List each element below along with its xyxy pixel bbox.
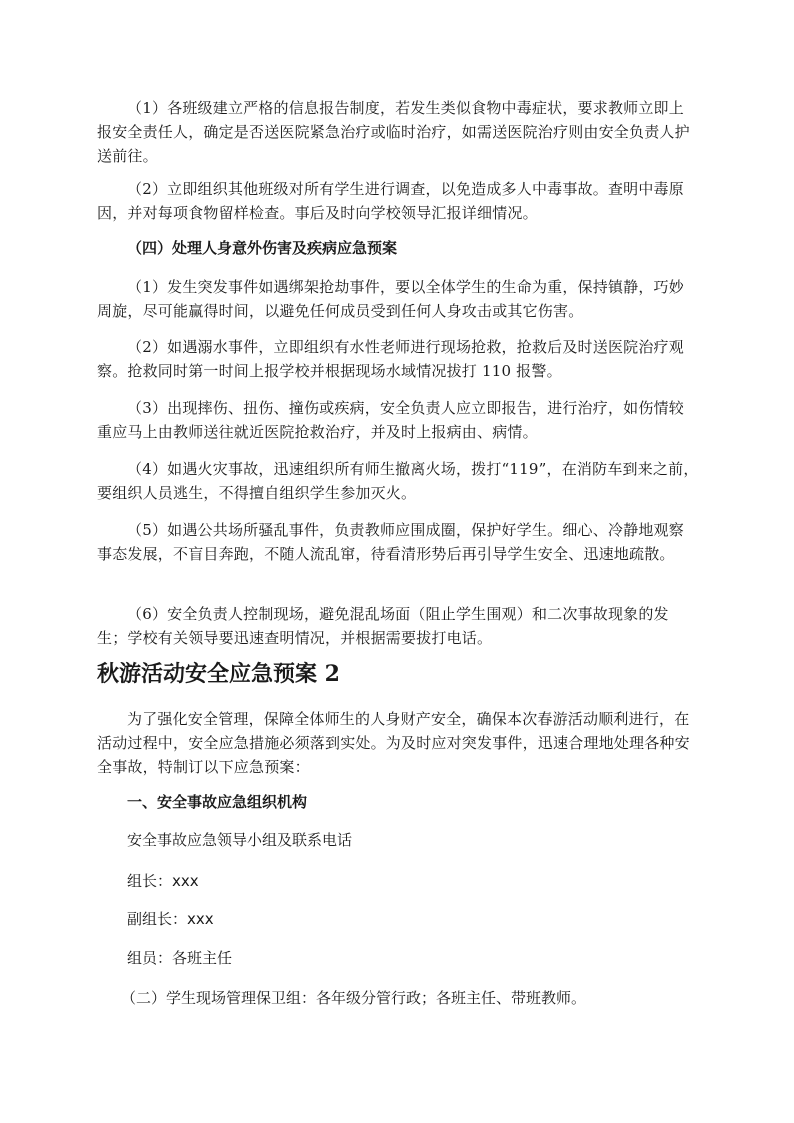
list-item: （1）发生突发事件如遇绑架抢劫事件，要以全体学生的生命为重，保持镇静，巧妙周旋，尽可能赢得时间，以避免任何成员受到任何人身攻击或其它伤害。 bbox=[97, 278, 684, 320]
org-line: 组员：各班主任 bbox=[127, 949, 233, 967]
org-line: （二）学生现场管理保卫组：各年级分管行政；各班主任、带班教师。 bbox=[121, 989, 587, 1007]
paragraph: （1）各班级建立严格的信息报告制度，若发生类似食物中毒症状，要求教师立即上报安全责任人，确定是否送医院紧急治疗或临时治疗，如需送医院治疗则由安全负责人护送前往。 bbox=[97, 99, 690, 165]
list-item: （3）出现摔伤、扭伤、撞伤或疾病，安全负责人应立即报告，进行治疗，如伤情较重应马上由教师送往就近医院抢救治疗，并及时上报病由、病情。 bbox=[97, 399, 684, 441]
intro-paragraph: 为了强化安全管理，保障全体师生的人身财产安全，确保本次春游活动顺利进行，在活动过程中，安全应急措施必须落到实处。为及时应对突发事件，迅速合理地处理各种安全事故，特制订以下应急预案： bbox=[97, 710, 690, 776]
paragraph: （2）立即组织其他班级对所有学生进行调查，以免造成多人中毒事故。查明中毒原因，并对每项食物留样检查。事后及时向学校领导汇报详细情况。 bbox=[97, 180, 684, 222]
org-line: 副组长：xxx bbox=[127, 910, 214, 928]
list-item: （2）如遇溺水事件，立即组织有水性老师进行现场抢救，抢救后及时送医院治疗观察。抢救同时第一时间上报学校并根据现场水域情况拔打 110 报警。 bbox=[97, 338, 684, 380]
list-item: （5）如遇公共场所骚乱事件，负责教师应围成圈，保护好学生。细心、冷静地观察事态发展，不盲目奔跑，不随人流乱窜，待看清形势后再引导学生安全、迅速地疏散。 bbox=[97, 521, 684, 563]
list-item: （6）安全负责人控制现场，避免混乱场面（阻止学生围观）和二次事故现象的发生；学校有关领导要迅速查明情况，并根据需要拔打电话。 bbox=[97, 605, 669, 647]
article-title: 秋游活动安全应急预案 2 bbox=[97, 661, 340, 687]
section-heading: 一、安全事故应急组织机构 bbox=[127, 793, 308, 811]
list-item: （4）如遇火灾事故，迅速组织所有师生撤离火场，拨打“119”，在消防车到来之前，要组织人员逃生，不得擅自组织学生参加灭火。 bbox=[97, 460, 699, 502]
org-line: 组长：xxx bbox=[127, 872, 199, 890]
org-line: 安全事故应急领导小组及联系电话 bbox=[127, 831, 353, 849]
section-heading: （四）处理人身意外伤害及疾病应急预案 bbox=[127, 239, 398, 257]
